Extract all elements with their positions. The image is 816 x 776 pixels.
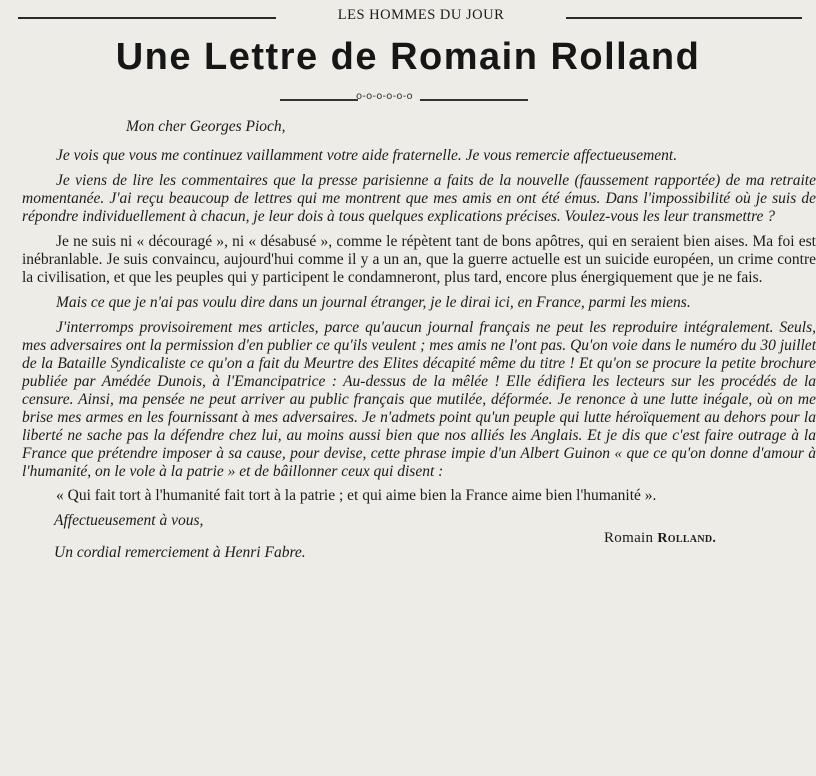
ornament-rule-right bbox=[420, 99, 528, 101]
signature-last-name: Rolland. bbox=[657, 531, 717, 546]
letter-quote: « Qui fait tort à l'humanité fait tort à la patrie ; et qui aime bien la France aime bien l'humanité ». bbox=[56, 487, 657, 504]
letter-paragraph-2: Je viens de lire les commentaires que la presse parisienne a faits de la nouvelle (faussement rapportée) de ma retraite momentanée. J'ai reçu beaucoup de lettres qui me montrent que mes amis en ont été émus. Dans l'impossibilité où je suis de répondre individuellement à chacun, je leur dois à tous quelques explications précises. Voulez-vous les leur transmettre ? bbox=[22, 172, 816, 225]
rubric-rule-right bbox=[566, 17, 802, 19]
letter-signature bbox=[604, 530, 716, 547]
rubric-rule-left bbox=[18, 17, 276, 19]
title-ornament bbox=[280, 92, 530, 108]
signature-row bbox=[22, 530, 816, 566]
letter-postscript: Un cordial remerciement à Henri Fabre. bbox=[54, 544, 306, 561]
rubric-header bbox=[18, 6, 802, 26]
letter-paragraph-5: J'interromps provisoirement mes articles, parce qu'aucun journal français ne peut les reproduire intégralement. Seuls, mes adversaires ont la permission d'en publier ce qu'ils veulent ; mes amis ne l'ont pas. Qu'on voie dans le numéro du 30 juillet de la Bataille Syndicaliste ce qu'on a fait du Meurtre des Elites décapité même du titre ! Et qu'on se procure la petite brochure publiée par Amédée Dunois, à l'Emancipatrice : Au-dessus de la mêlée ! Elle édifiera les lecteurs sur les procédés de la censure. Ainsi, ma pensée ne peut arriver au public français que mutilée, déformée. Je renonce à une lutte inégale, où on me brise mes armes en les fournissant à mes adversaires. Je n'admets point qu'un peuple qui lutte héroïquement au dehors pour la liberté ne sache pas la défendre chez lui, au moins aussi bien que nos alliés les Anglais. Et je dis que c'est faire outrage à la France que prétendre imposer à sa cause, pour devise, cette phrase impie d'un Albert Guinon « que ce qu'on donne d'amour à l'humanité, on le vole à la patrie » et de bâillonner ceux qui disent : bbox=[22, 319, 816, 480]
ornament-rule-left bbox=[280, 99, 358, 101]
article-title: Une Lettre de Romain Rolland bbox=[115, 36, 701, 78]
letter-paragraph-3: Je ne suis ni « découragé », ni « désabusé », comme le répètent tant de bons apôtres, qui en seraient bien aises. Ma foi est inébranlable. Je suis convaincu, aujourd'hui comme il y a un an, que la guerre actuelle est un suicide européen, un crime contre la civilisation, et que les peuples qui y participent le condamneront, plus tard, encore plus énergiquement que je ne fais. bbox=[22, 233, 816, 286]
rubric-label: LES HOMMES DU JOUR bbox=[337, 7, 505, 23]
signature-first-name: Romain bbox=[604, 530, 654, 546]
letter-paragraph-4: Mais ce que je n'ai pas voulu dire dans un journal étranger, je le dirai ici, en France, parmi les miens. bbox=[56, 294, 691, 311]
letter-closing: Affectueusement à vous, bbox=[54, 512, 204, 529]
letter-salutation: Mon cher Georges Pioch, bbox=[126, 118, 286, 135]
ornament-dots: o-o-o-o-o-o bbox=[356, 91, 413, 102]
letter-paragraph-1: Je vois que vous me continuez vaillamment votre aide fraternelle. Je vous remercie affectueusement. bbox=[56, 147, 678, 164]
letter-body bbox=[22, 118, 816, 566]
